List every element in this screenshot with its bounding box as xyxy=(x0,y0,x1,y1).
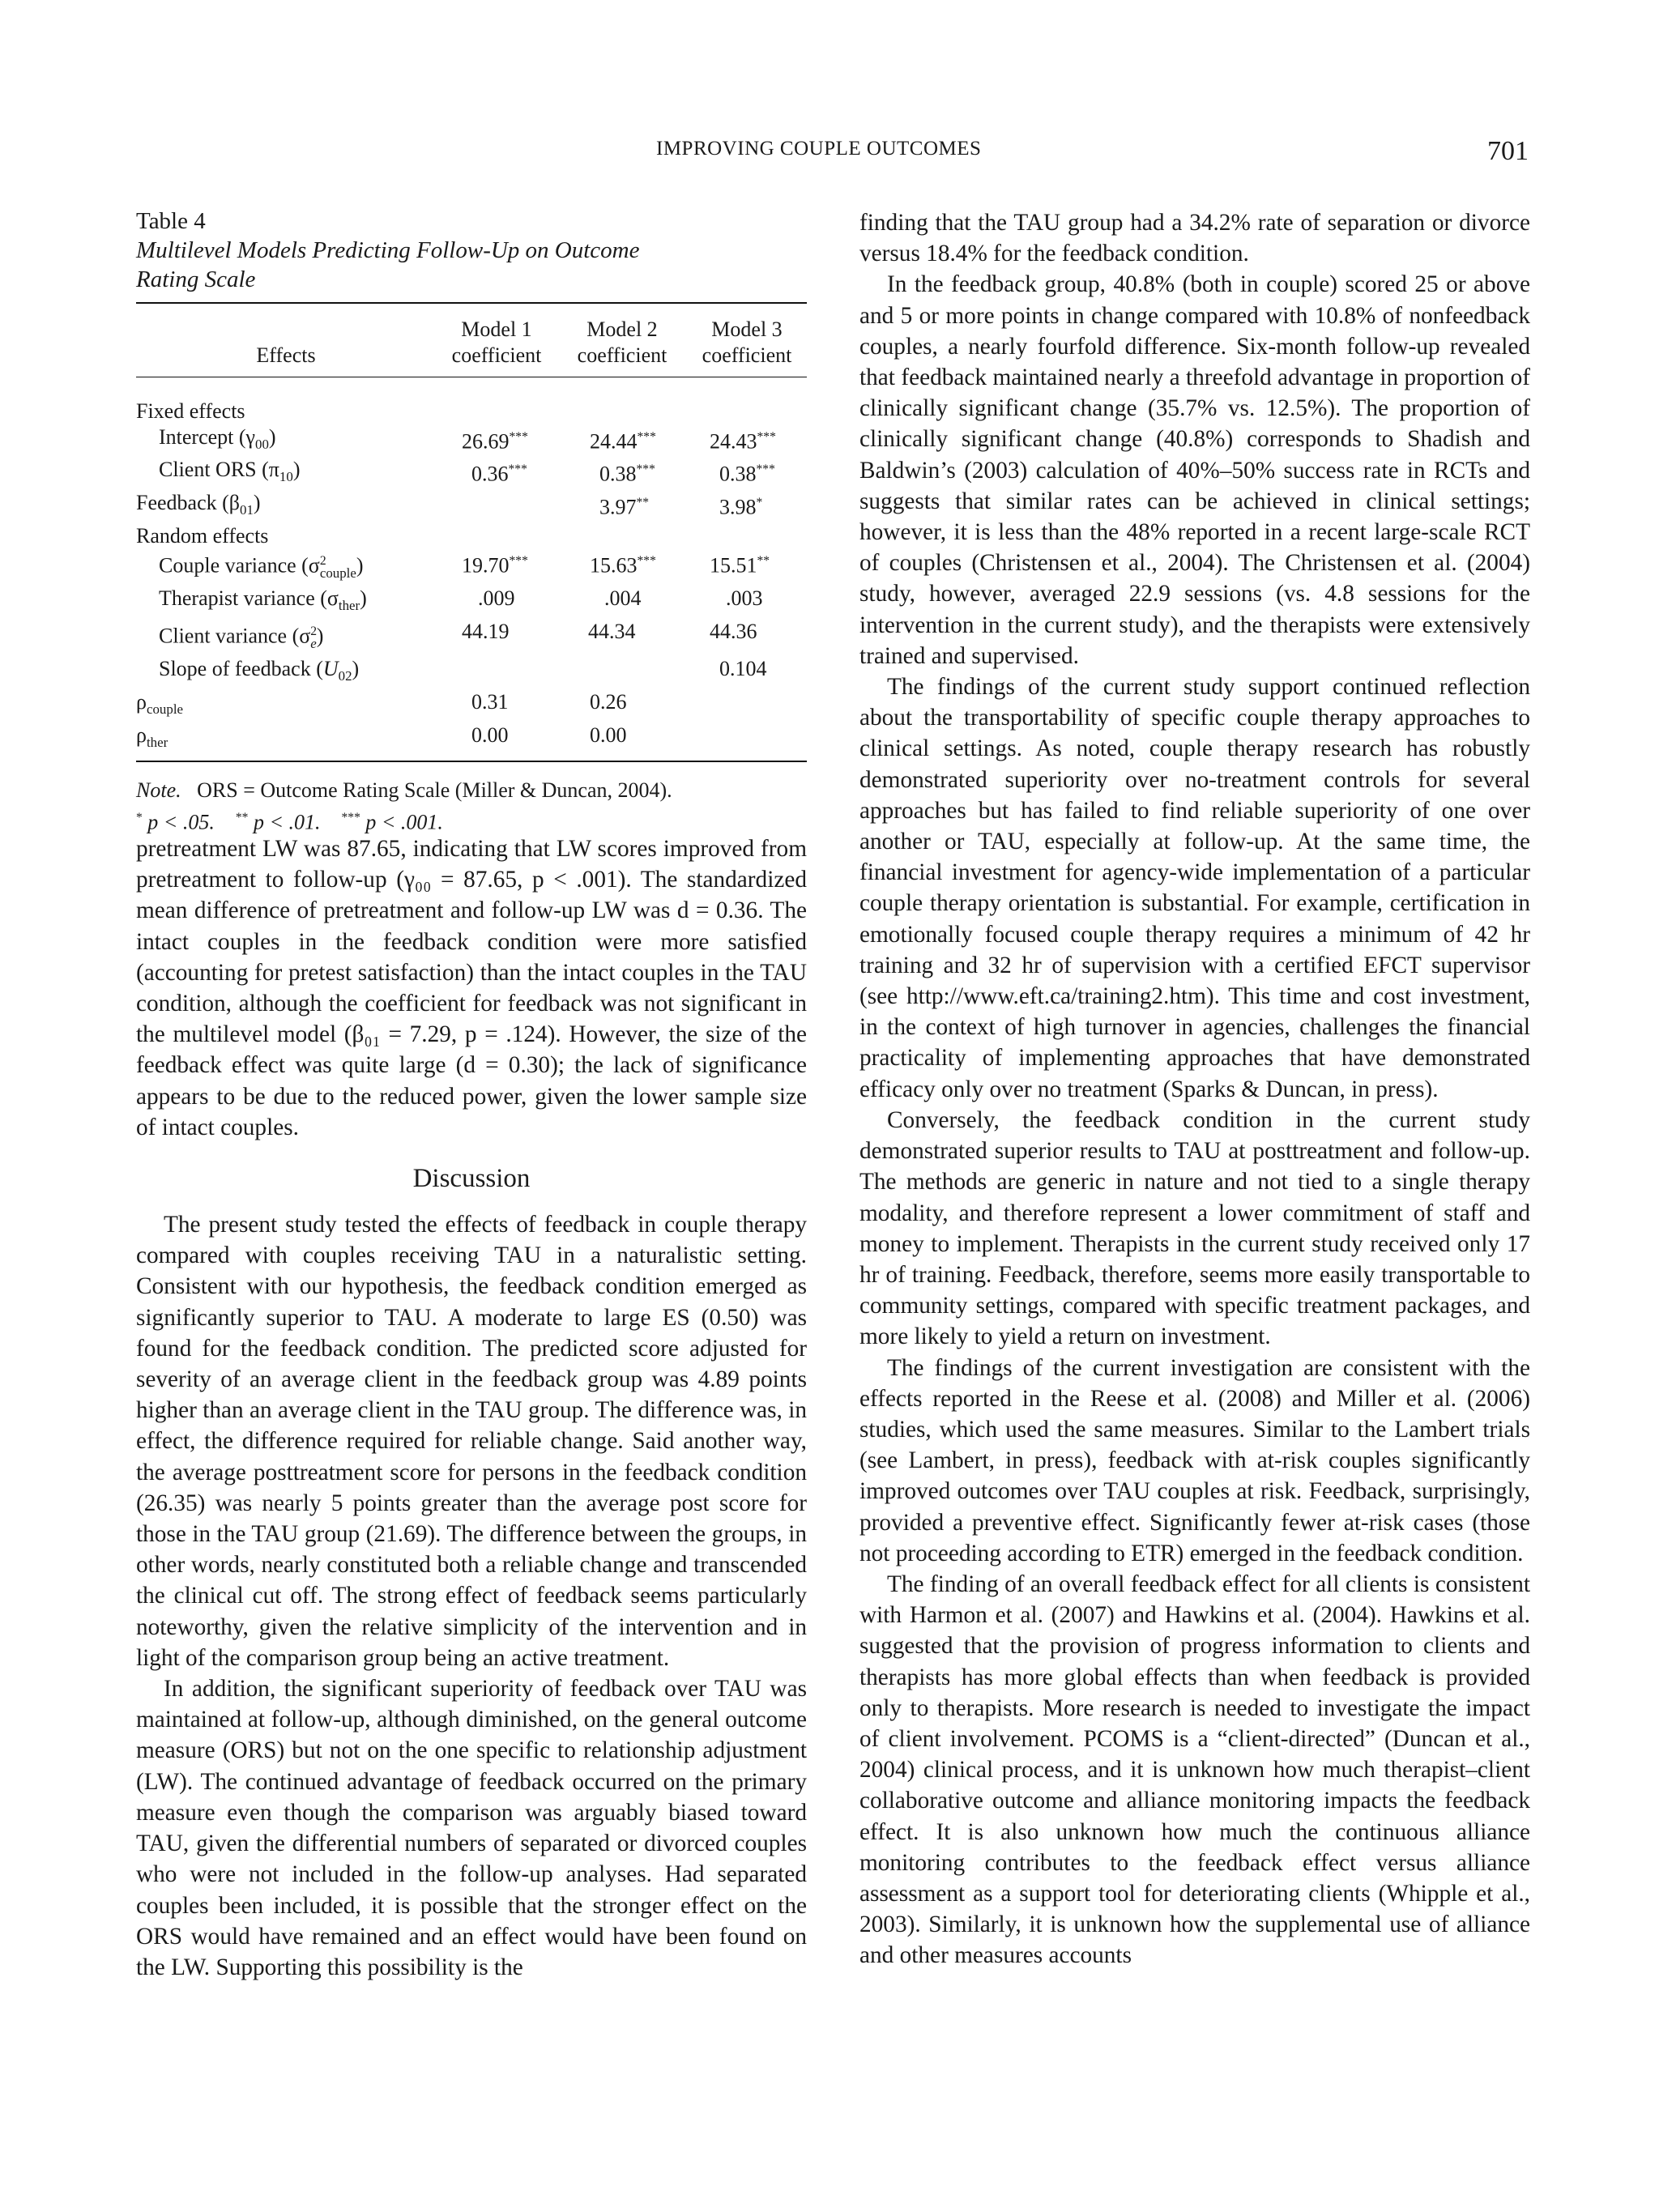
table-row-therapist-variance: Therapist variance $(\sigma_{ther})$ .009 .004 .003 xyxy=(159,586,763,614)
page-number: 701 xyxy=(1487,136,1529,166)
table-row-rho-ther: $\rho_{ther}$ 0.00 0.00 xyxy=(136,722,807,761)
paragraph: The present study tested the effects of feedback in couple therapy compared with couples receiving TAU in a naturalistic setting. Consistent with our hypothesis, the feedback condition emerged as significantly superior to TAU. A moderate to large ES (0.50) was found for the feedback condition. The predicted score adjusted for severity of an average client in the feedback group was 4.89 points higher than an average client in the TAU group. The difference was, in effect, the difference required for reliable change. Said another way, the average posttreatment score for persons in the feedback condition (26.35) was nearly 5 points greater than the average post score for those in the TAU group (21.69). The difference between the groups, in other words, nearly constituted both a reliable change and transcended the clinical cut off. The strong effect of feedback seems particularly noteworthy, given the relative simplicity of the intervention and in light of the comparison group being an active treatment. xyxy=(136,1212,807,1671)
column-header-model-1: Model 1 coefficient xyxy=(436,312,557,377)
section-heading-discussion: Discussion xyxy=(412,1164,531,1194)
paragraph: pretreatment LW was 87.65, indicating that LW scores improved from pretreatment to follow-up (γ₀₀ = 87.65, p < .001). The standardized mean difference of pretreatment and follow-up LW was d = 0.36. The intact couples in the feedback condition were more satisfied (accounting for pretest satisfaction) than the intact couples in the TAU condition, although the coefficient for feedback was not significant in the multilevel model (β₀₁ = 7.29, p = .124). However, the size of the feedback effect was quite large (d = 0.30); the lack of significance appears to be due to the reduced power, given the lower sample size of intact couples. xyxy=(136,836,807,1140)
table-row-random-effects: Random effects xyxy=(136,523,269,548)
left-column xyxy=(136,833,807,1983)
multilevel-models-table xyxy=(136,302,807,762)
table-note: Note. ORS = Outcome Rating Scale (Miller & Duncan, 2004). * p < .05. ** p < .01. *** p < .001. xyxy=(136,777,807,837)
table-row-feedback: Feedback $(\beta_{01})$ 3.97** 3.98* xyxy=(136,490,763,519)
table-row-rho-couple: $\rho_{couple}$ 0.31 0.26 xyxy=(136,690,627,718)
paragraph: The finding of an overall feedback effect for all clients is consistent with Harmon et al. (2007) and Hawkins et al. (2004). Hawkins et al. suggested that the provision of progress information to clients and therapists has more global effects than when feedback is provided only to therapists. More research is needed to investigate the impact of client involvement. PCOMS is a “client-directed” (Duncan et al., 2004) clinical process, and it is unknown how much therapist–client collaborative outcome and alliance monitoring impacts the feedback effect. It is also unknown how much the continuous alliance monitoring contributes to the feedback effect versus alliance assessment as a support tool for deteriorating clients (Whipple et al., 2003). Similarly, it is unknown how the supplemental use of alliance and other measures accounts xyxy=(859,1571,1530,1969)
paragraph: finding that the TAU group had a 34.2% rate of separation or divorce versus 18.4% for the feedback condition. xyxy=(859,210,1530,267)
column-header-effects: Effects xyxy=(136,312,436,377)
table-label: Table 4 xyxy=(136,208,206,234)
right-column xyxy=(859,207,1530,1971)
table-row-client-ors: Client ORS $(\pi_{10})$ 0.36*** 0.38*** 0.38*** xyxy=(159,458,775,486)
table-row-couple-variance: Couple variance $(\sigma^2_{couple})$ 19.70*** 15.63*** 15.51** xyxy=(159,553,770,581)
table-title-line-2: Rating Scale xyxy=(136,266,256,292)
column-header-model-3: Model 3 coefficient xyxy=(687,312,807,377)
paragraph: Conversely, the feedback condition in the current study demonstrated superior results to TAU at posttreatment and follow-up. The methods are generic in nature and not tied to a single therapy modality, and therefore represent a lower commitment of staff and money to implement. Therapists in the current study received only 17 hr of training. Feedback, therefore, seems more easily transportable to community settings, compared with specific treatment packages, and more likely to yield a return on investment. xyxy=(859,1106,1530,1350)
column-header-model-2: Model 2 coefficient xyxy=(557,312,687,377)
running-head: IMPROVING COUPLE OUTCOMES xyxy=(656,138,982,160)
table-row-intercept: Intercept $(\gamma_{00})$ 26.69*** 24.44*** 24.43*** xyxy=(159,424,776,454)
table-row-slope-of-feedback: Slope of feedback $(U_{02})$ 0.104 xyxy=(159,657,767,684)
significance-legend: * p < .05. ** p < .01. *** p < .001. xyxy=(136,810,443,834)
paragraph: The findings of the current investigation are consistent with the effects reported in the Reese et al. (2008) and Miller et al. (2006) studies, which used the same measures. Similar to the Lambert trials (see Lambert, in press), feedback with at-risk couples significantly improved outcomes over TAU couples at risk. Feedback, surprisingly, provided a preventive effect. Significantly fewer at-risk cases (those not proceeding according to ETR) emerged in the feedback condition. xyxy=(859,1354,1530,1566)
paragraph: In the feedback group, 40.8% (both in couple) scored 25 or above and 5 or more points in change compared with 10.8% of nonfeedback couples, a nearly fourfold difference. Six-month follow-up revealed that feedback maintained nearly a threefold advantage in proportion of clinically significant change (35.7% vs. 12.5%). The proportion of clinically significant change (40.8%) corresponds to Shadish and Baldwin’s (2003) calculation of 40%–50% success rate in RCTs and suggests that similar rates can be achieved in clinical settings; however, it is less than the 48% reported in a recent large-scale RCT of couples (Christensen et al., 2004). The Christensen et al. (2004) study, however, averaged 22.9 sessions (vs. 4.8 sessions for the intervention in the current study), and the therapists were extensively trained and supervised. xyxy=(859,271,1530,669)
table-row-client-variance: Client variance $(\sigma^2_e)$ 44.19 44.34 44.36 xyxy=(159,620,757,651)
paragraph: In addition, the significant superiority of feedback over TAU was maintained at follow-up, although diminished, on the general outcome measure (ORS) but not on the one specific to relationship adjustment (LW). The continued advantage of feedback occurred on the primary measure even though the comparison was arguably biased toward TAU, given the differential numbers of separated or divorced couples who were not included in the follow-up analyses. Had separated couples been included, it is possible that the stronger effect on the ORS would have remained and an effect would have been found on the LW. Supporting this possibility is the xyxy=(136,1676,807,1980)
table-4 xyxy=(136,207,807,836)
paragraph: The findings of the current study support continued reflection about the transportability of specific couple therapy approaches to clinical settings. As noted, couple therapy research has robustly demonstrated superiority over no-treatment controls for several approaches but has failed to find reliable superiority of one over another or TAU, especially at follow-up. At the same time, the financial investment for agency-wide implementation of a particular couple therapy orientation is substantial. For example, certification in emotionally focused couple therapy requires a minimum of 42 hr training and 32 hr of supervision with a certified EFCT supervisor (see http://www.eft.ca/training2.htm). This time and cost investment, in the context of high turnover in agencies, challenges the financial practicality of implementing approaches that have demonstrated efficacy only over no treatment (Sparks & Duncan, in press). xyxy=(859,674,1530,1102)
table-title-line-1: Multilevel Models Predicting Follow-Up on Outcome xyxy=(136,237,640,263)
table-row-fixed-effects: Fixed effects xyxy=(136,399,245,423)
